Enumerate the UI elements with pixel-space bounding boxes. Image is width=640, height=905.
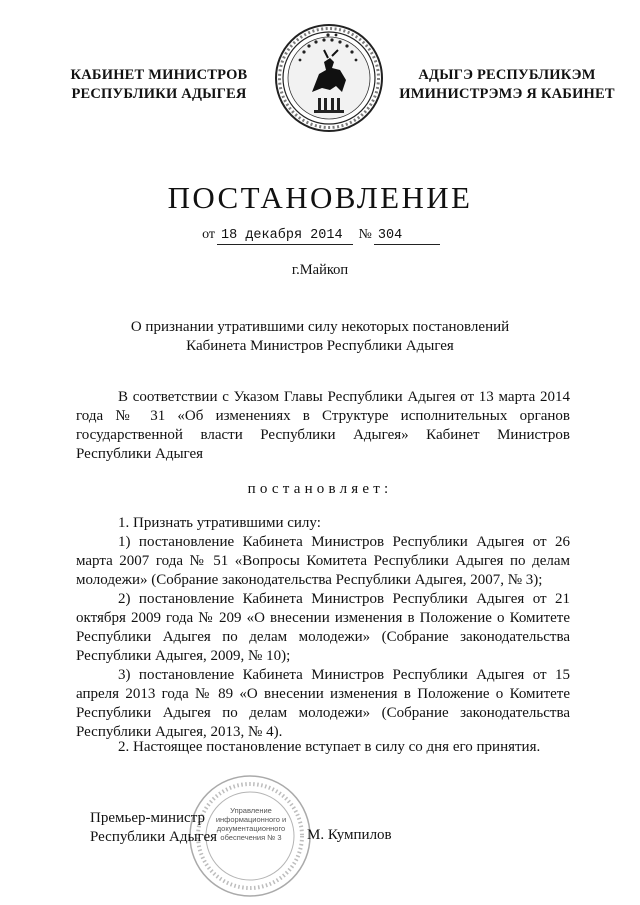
- list-item: 1) постановление Кабинета Министров Республики Адыгея от 26 марта 2007 года № 51 «Вопросы Комитета Республики Адыгея по делам молодежи» (Собрание законодательства Республики Адыгея, 2007, № 3);: [76, 534, 570, 588]
- document-title: ПОСТАНОВЛЕНИЕ: [167, 180, 473, 215]
- intro-paragraph: В соответствии с Указом Главы Республики Адыгея от 13 марта 2014 года № 31 «Об изменениях в Структуре исполнительных органов государственной власти Республики Адыгея» Кабинет Министров Республики Адыгея: [76, 389, 570, 462]
- document-number: 304: [374, 228, 440, 245]
- signer-position: Премьер-министр Республики Адыгея: [90, 810, 218, 845]
- list-item: 1. Признать утратившими силу:: [118, 515, 321, 531]
- date-prefix: от: [202, 227, 216, 242]
- list-item: 3) постановление Кабинета Министров Республики Адыгея от 15 апреля 2013 года № 89 «О внесении изменения в Положение о Комитете Республики Адыгея по делам молодежи» (Собрание законодательства Республики Адыгея, 2013, № 4).: [76, 667, 570, 740]
- signer-name: М. Кумпилов: [307, 827, 392, 843]
- document-city: г.Майкоп: [291, 262, 349, 278]
- stamp-text: Управление информационного и документационного обеспечения № 3: [215, 806, 287, 842]
- issuer-name-adyghe: АДЫГЭ РЕСПУБЛИКЭМ ИМИНИСТРЭМЭ Я КАБИНЕТ: [399, 67, 615, 102]
- issuer-name-russian: КАБИНЕТ МИНИСТРОВ РЕСПУБЛИКИ АДЫГЕЯ: [70, 67, 248, 102]
- number-prefix: №: [358, 227, 372, 242]
- document-date: 18 декабря 2014: [217, 228, 353, 245]
- date-number-line: [0, 227, 640, 245]
- document-subject: О признании утратившими силу некоторых постановлений Кабинета Министров Республики Адыгея: [130, 319, 510, 354]
- final-paragraph: 2. Настоящее постановление вступает в силу со дня его принятия.: [118, 739, 541, 755]
- list-item: 2) постановление Кабинета Министров Республики Адыгея от 21 октября 2009 года № 209 «О внесении изменения в Положение о Комитете Республики Адыгея по делам молодежи» (Собрание законодательства Республики Адыгея, 2009, № 10);: [76, 591, 570, 664]
- coat-of-arms-emblem: [274, 22, 384, 134]
- resolve-word: постановляет:: [247, 481, 393, 497]
- resolution-items: [76, 514, 570, 742]
